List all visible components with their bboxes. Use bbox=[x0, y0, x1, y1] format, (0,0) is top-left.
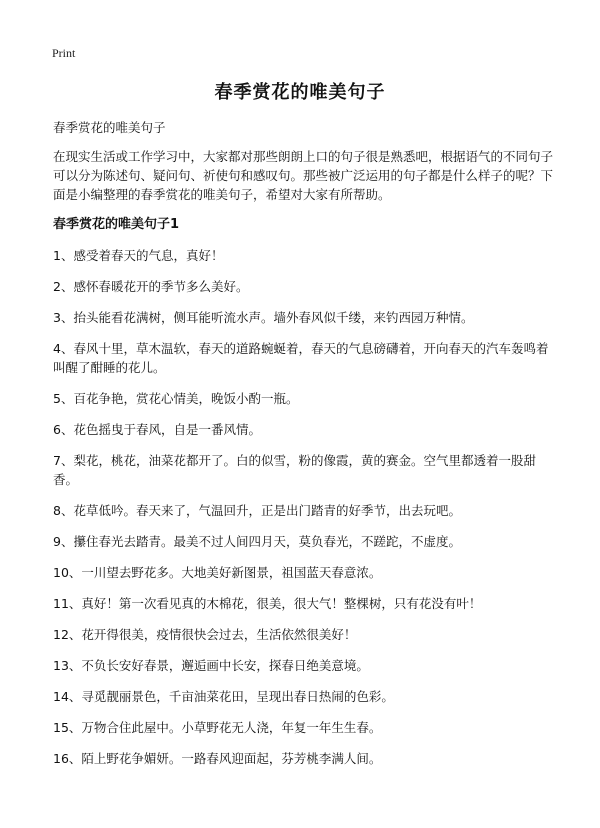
section-heading: 春季赏花的唯美句子1 bbox=[53, 217, 180, 232]
list-item: 3、抬头能看花满树，侧耳能听流水声。墙外春风似千缕，来钓西园万种情。 bbox=[53, 310, 474, 325]
page-title: 春季赏花的唯美句子 bbox=[214, 82, 386, 103]
list-item: 11、真好！第一次看见真的木棉花，很美，很大气！整棵树，只有花没有叶！ bbox=[53, 596, 482, 611]
list-item: 9、攥住春光去踏青。最美不过人间四月天，莫负春光，不蹉跎，不虚度。 bbox=[53, 534, 461, 549]
list-item: 6、花色摇曳于春风，自是一番风情。 bbox=[53, 422, 261, 437]
document-subtitle: 春季赏花的唯美句子 bbox=[53, 120, 166, 135]
list-item: 15、万物合住此屋中。小草野花无人浇，年复一年生生春。 bbox=[53, 720, 382, 735]
list-item: 4、春风十里，草木温软，春天的道路蜿蜒着，春天的气息磅礴着，开向春天的汽车轰鸣着叫醒了酣睡的花儿。 bbox=[53, 341, 549, 375]
list-item: 7、梨花，桃花，油菜花都开了。白的似雪，粉的像霞，黄的赛金。空气里都透着一股甜香。 bbox=[53, 453, 536, 487]
list-item: 12、花开得很美，疫情很快会过去，生活依然很美好！ bbox=[53, 627, 357, 642]
print-link[interactable]: Print bbox=[52, 46, 76, 60]
list-item: 14、寻觅靓丽景色，千亩油菜花田，呈现出春日热闹的色彩。 bbox=[53, 689, 394, 704]
list-item: 1、感受着春天的气息，真好！ bbox=[53, 248, 224, 263]
list-item: 5、百花争艳，赏花心情美，晚饭小酌一瓶。 bbox=[53, 391, 299, 406]
list-item: 2、感怀春暖花开的季节多么美好。 bbox=[53, 279, 249, 294]
list-item: 13、不负长安好春景，邂逅画中长安，探春日绝美意境。 bbox=[53, 658, 369, 673]
list-item: 16、陌上野花争媚妍。一路春风迎面起，芬芳桃李满人间。 bbox=[53, 751, 382, 766]
document-body bbox=[53, 118, 553, 780]
intro-paragraph: 在现实生活或工作学习中，大家都对那些朗朗上口的句子很是熟悉吧，根据语气的不同句子可以分为陈述句、疑问句、祈使句和感叹句。那些被广泛运用的句子都是什么样子的呢？下面是小编整理的春季赏花的唯美句子，希望对大家有所帮助。 bbox=[53, 149, 554, 202]
list-item: 8、花草低吟。春天来了，气温回升，正是出门踏青的好季节，出去玩吧。 bbox=[53, 503, 461, 518]
list-item: 10、一川望去野花多。大地美好新图景，祖国蓝天春意浓。 bbox=[53, 565, 382, 580]
